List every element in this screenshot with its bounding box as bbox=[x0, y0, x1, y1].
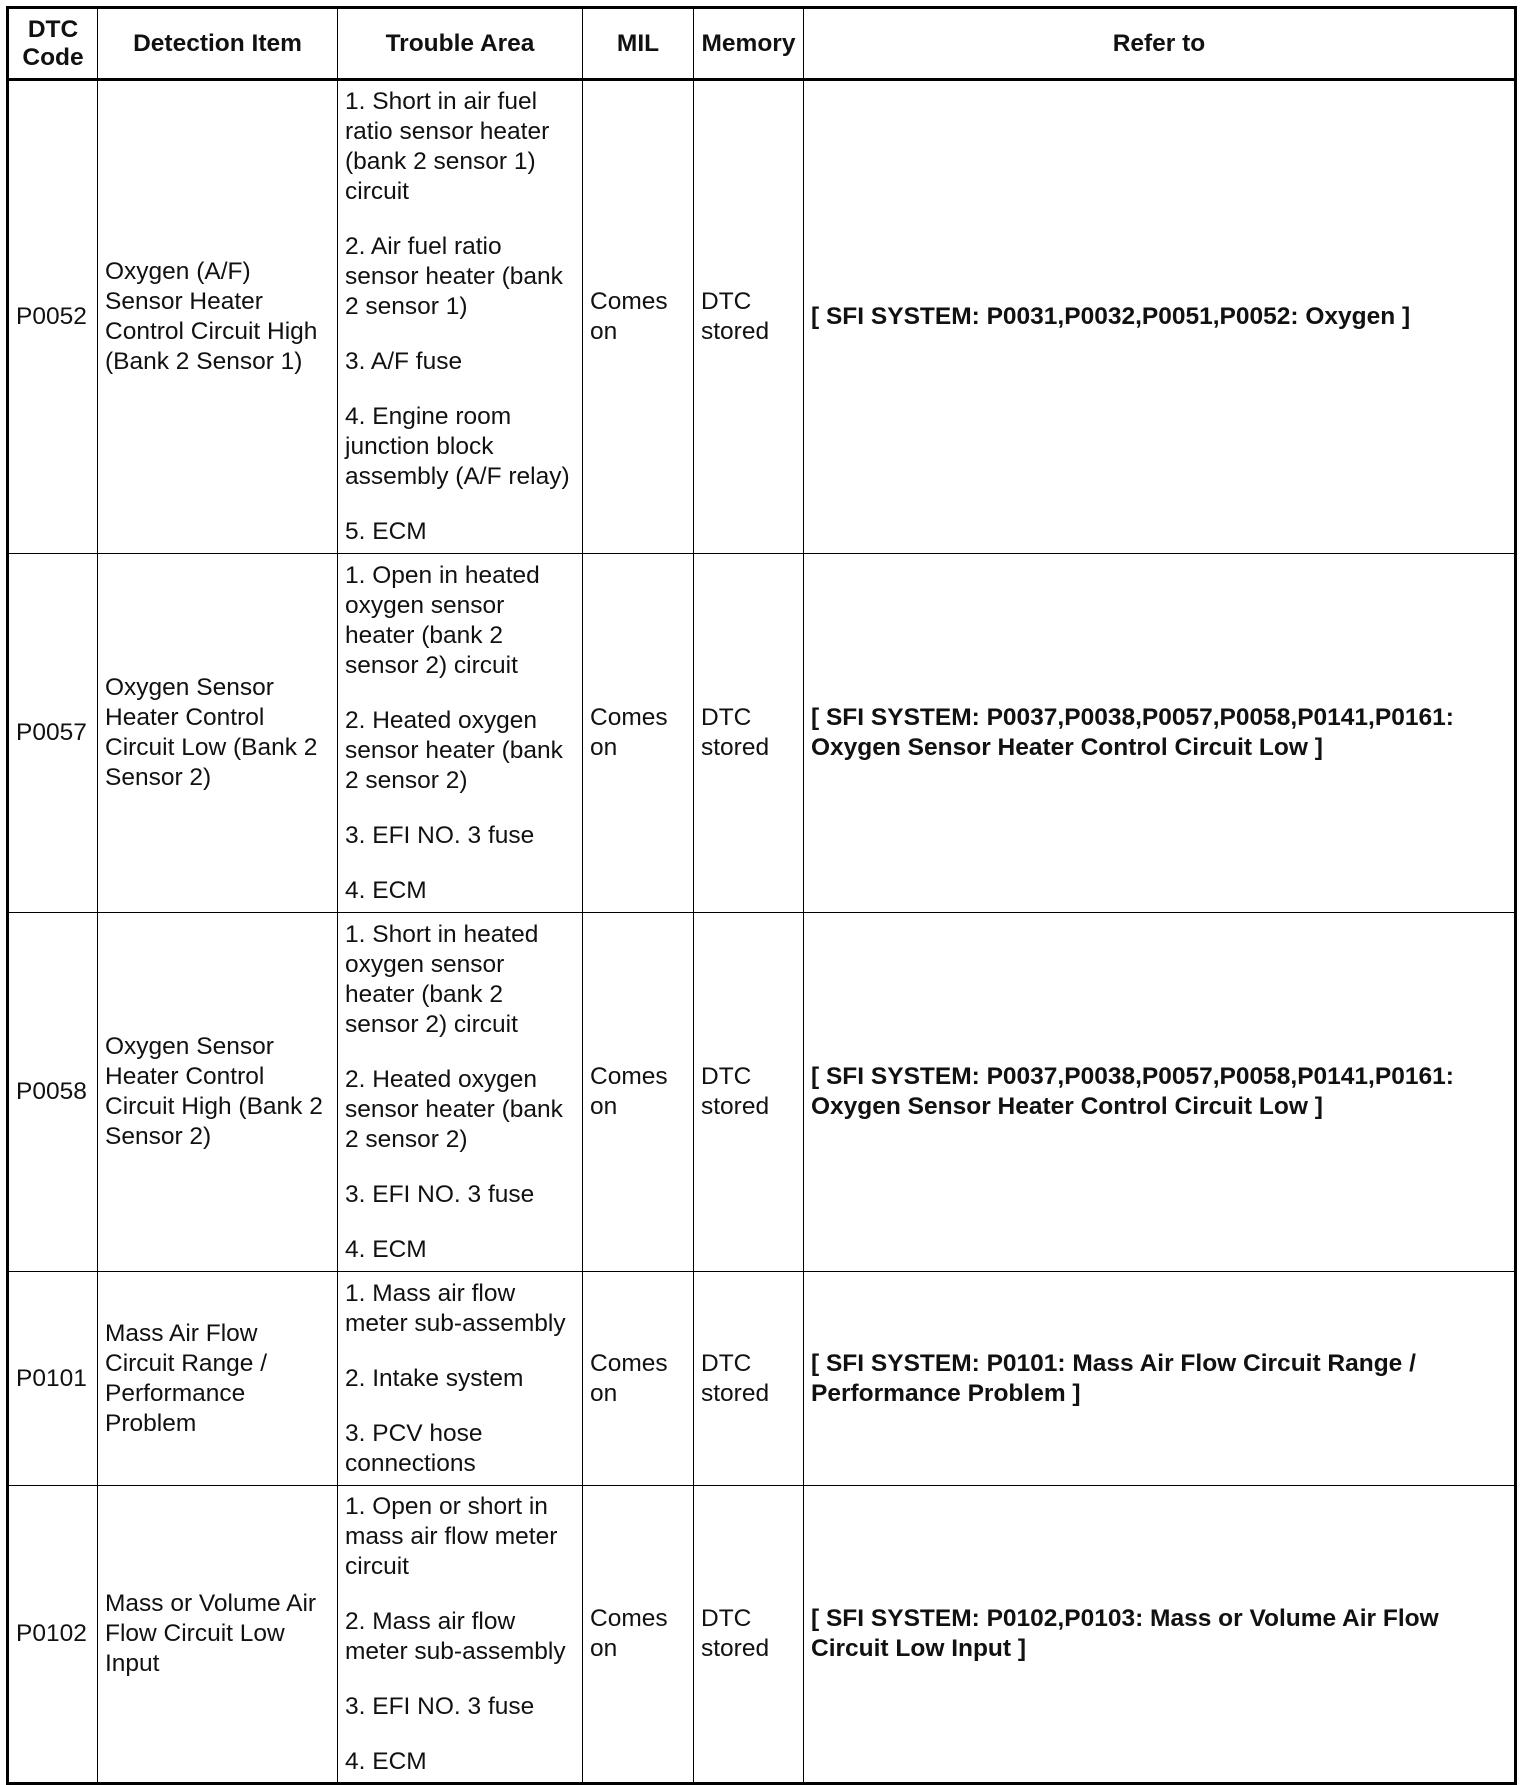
header-refer-to: Refer to bbox=[804, 8, 1516, 80]
trouble-area-item: 3. PCV hose connections bbox=[345, 1419, 483, 1477]
trouble-area-item: 4. ECM bbox=[345, 1747, 427, 1775]
table-row bbox=[8, 1272, 1516, 1486]
detection-item-cell: Oxygen Sensor Heater Control Circuit Low (Bank 2 Sensor 2) bbox=[98, 554, 338, 913]
header-trouble-area: Trouble Area bbox=[338, 8, 583, 80]
trouble-area-item: 2. Heated oxygen sensor heater (bank 2 sensor 2) bbox=[345, 1065, 563, 1153]
detection-item-cell: Mass or Volume Air Flow Circuit Low Input bbox=[98, 1486, 338, 1784]
refer-to-link[interactable]: [ SFI SYSTEM: P0101: Mass Air Flow Circuit Range / Performance Problem ] bbox=[804, 1272, 1516, 1486]
dtc-code-cell: P0052 bbox=[8, 80, 98, 554]
detection-item-cell: Mass Air Flow Circuit Range / Performance Problem bbox=[98, 1272, 338, 1486]
mil-cell: Comes on bbox=[583, 554, 694, 913]
trouble-area-cell bbox=[338, 1486, 583, 1784]
dtc-table bbox=[6, 6, 1517, 1785]
detection-item-cell: Oxygen (A/F) Sensor Heater Control Circuit High (Bank 2 Sensor 1) bbox=[98, 80, 338, 554]
refer-to-link[interactable]: [ SFI SYSTEM: P0102,P0103: Mass or Volume Air Flow Circuit Low Input ] bbox=[804, 1486, 1516, 1784]
trouble-area-item: 4. Engine room junction block assembly (A/F relay) bbox=[345, 403, 570, 490]
memory-cell: DTC stored bbox=[694, 913, 804, 1272]
trouble-area-cell bbox=[338, 913, 583, 1272]
trouble-area-cell bbox=[338, 554, 583, 913]
trouble-area-item: 1. Mass air flow meter sub-assembly bbox=[345, 1279, 566, 1337]
table-row bbox=[8, 554, 1516, 913]
trouble-area-item: 1. Short in air fuel ratio sensor heater (bank 2 sensor 1) circuit bbox=[345, 88, 550, 205]
dtc-code-cell: P0057 bbox=[8, 554, 98, 913]
mil-cell: Comes on bbox=[583, 913, 694, 1272]
trouble-area-item: 2. Mass air flow meter sub-assembly bbox=[345, 1607, 566, 1665]
header-dtc-code: DTC Code bbox=[8, 8, 98, 80]
header-detection-item: Detection Item bbox=[98, 8, 338, 80]
trouble-area-item: 3. EFI NO. 3 fuse bbox=[345, 821, 535, 849]
table-row bbox=[8, 913, 1516, 1272]
memory-cell: DTC stored bbox=[694, 1486, 804, 1784]
trouble-area-item: 3. EFI NO. 3 fuse bbox=[345, 1180, 535, 1208]
memory-cell: DTC stored bbox=[694, 1272, 804, 1486]
trouble-area-item: 2. Heated oxygen sensor heater (bank 2 sensor 2) bbox=[345, 706, 563, 794]
header-row bbox=[8, 8, 1516, 80]
trouble-area-item: 1. Open or short in mass air flow meter circuit bbox=[345, 1492, 558, 1580]
trouble-area-item: 3. A/F fuse bbox=[345, 348, 463, 375]
trouble-area-item: 3. EFI NO. 3 fuse bbox=[345, 1692, 535, 1720]
trouble-area-cell bbox=[338, 80, 583, 554]
header-mil: MIL bbox=[583, 8, 694, 80]
trouble-area-item: 1. Open in heated oxygen sensor heater (bank 2 sensor 2) circuit bbox=[345, 561, 540, 679]
table-row bbox=[8, 80, 1516, 554]
refer-to-link[interactable]: [ SFI SYSTEM: P0037,P0038,P0057,P0058,P0141,P0161: Oxygen Sensor Heater Control Circuit Low ] bbox=[804, 913, 1516, 1272]
memory-cell: DTC stored bbox=[694, 80, 804, 554]
dtc-code-cell: P0058 bbox=[8, 913, 98, 1272]
mil-cell: Comes on bbox=[583, 1486, 694, 1784]
trouble-area-item: 2. Intake system bbox=[345, 1364, 524, 1392]
refer-to-link[interactable]: [ SFI SYSTEM: P0031,P0032,P0051,P0052: Oxygen ] bbox=[804, 80, 1516, 554]
table-row bbox=[8, 1486, 1516, 1784]
trouble-area-item: 2. Air fuel ratio sensor heater (bank 2 sensor 1) bbox=[345, 233, 563, 320]
trouble-area-item: 4. ECM bbox=[345, 1235, 427, 1263]
mil-cell: Comes on bbox=[583, 1272, 694, 1486]
trouble-area-cell bbox=[338, 1272, 583, 1486]
trouble-area-item: 1. Short in heated oxygen sensor heater (bank 2 sensor 2) circuit bbox=[345, 920, 539, 1038]
refer-to-link[interactable]: [ SFI SYSTEM: P0037,P0038,P0057,P0058,P0141,P0161: Oxygen Sensor Heater Control Circuit Low ] bbox=[804, 554, 1516, 913]
header-memory: Memory bbox=[694, 8, 804, 80]
dtc-code-cell: P0102 bbox=[8, 1486, 98, 1784]
memory-cell: DTC stored bbox=[694, 554, 804, 913]
trouble-area-item: 4. ECM bbox=[345, 876, 427, 904]
detection-item-cell: Oxygen Sensor Heater Control Circuit High (Bank 2 Sensor 2) bbox=[98, 913, 338, 1272]
trouble-area-item: 5. ECM bbox=[345, 518, 427, 545]
dtc-code-cell: P0101 bbox=[8, 1272, 98, 1486]
mil-cell: Comes on bbox=[583, 80, 694, 554]
